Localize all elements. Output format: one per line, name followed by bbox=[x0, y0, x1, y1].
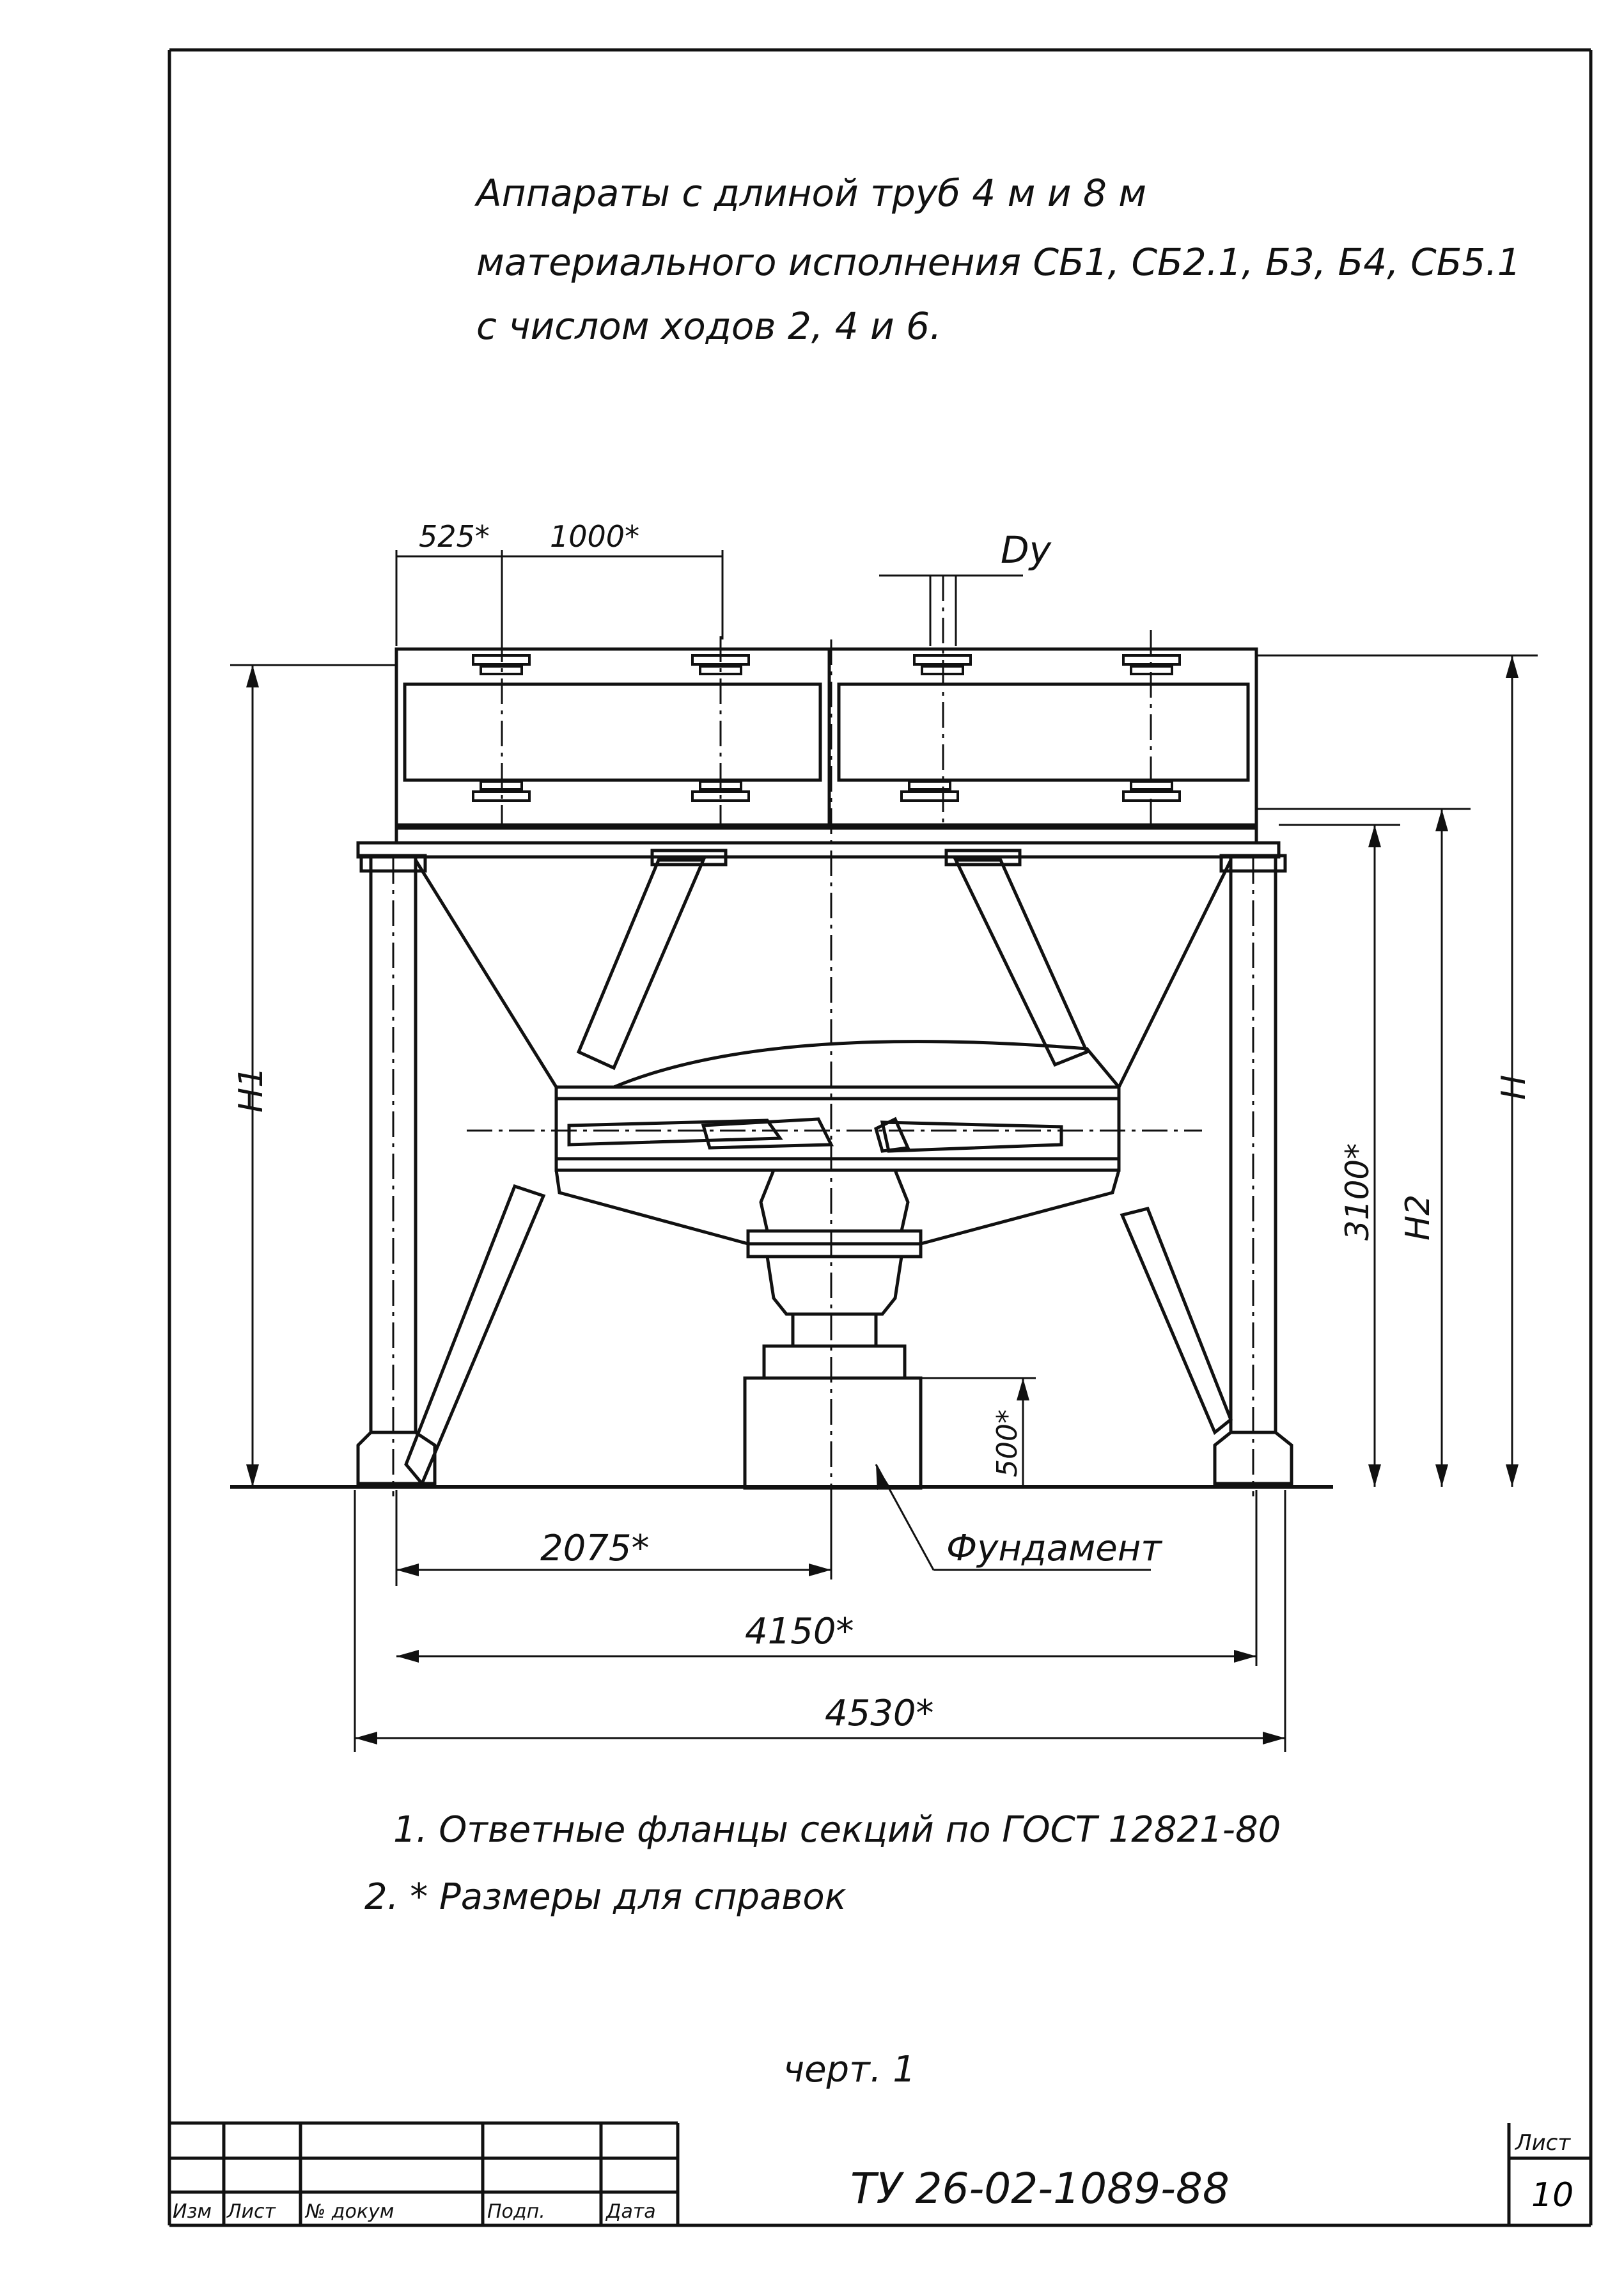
dim-2075: 2075* bbox=[540, 1528, 650, 1569]
dim-h1: H1 bbox=[232, 1066, 270, 1113]
notes bbox=[364, 1809, 1281, 1918]
tb-label-data: Дата bbox=[606, 2200, 656, 2223]
dim-dy: Dу bbox=[1001, 528, 1051, 572]
dim-3100: 3100* bbox=[1339, 1143, 1376, 1241]
title-block-labels bbox=[173, 2130, 1573, 2223]
header-line-3: с числом ходов 2, 4 и 6. bbox=[476, 304, 942, 348]
header-line-2: материального исполнения СБ1, СБ2.1, Б3, Б4, СБ5.1 bbox=[476, 240, 1521, 284]
dim-1000: 1000* bbox=[550, 519, 640, 554]
dim-h: H bbox=[1495, 1074, 1533, 1100]
sheet-label: Лист bbox=[1515, 2130, 1571, 2156]
sheet-number: 10 bbox=[1531, 2176, 1574, 2214]
dim-525: 525* bbox=[419, 519, 490, 554]
tb-label-list: Лист bbox=[227, 2200, 276, 2223]
dimension-arrows bbox=[246, 655, 1519, 1744]
center-lines bbox=[393, 576, 1253, 1560]
tb-label-podp: Подп. bbox=[487, 2200, 545, 2223]
note-2: 2. * Размеры для справок bbox=[364, 1876, 847, 1918]
dim-h2: H2 bbox=[1399, 1194, 1437, 1241]
dim-4530: 4530* bbox=[825, 1693, 934, 1734]
apparatus-drawing bbox=[230, 649, 1333, 1488]
dim-4150: 4150* bbox=[745, 1611, 854, 1652]
drawing-caption: черт. 1 bbox=[783, 2049, 916, 2090]
header-line-1: Аппараты с длиной труб 4 м и 8 м bbox=[476, 171, 1147, 215]
header-text bbox=[474, 171, 1521, 348]
document-code: ТУ 26-02-1089-88 bbox=[850, 2164, 1230, 2213]
dim-500: 500* bbox=[991, 1409, 1024, 1477]
tb-label-dokum: № докум bbox=[306, 2200, 394, 2223]
note-1: 1. Ответные фланцы секций по ГОСТ 12821-80 bbox=[393, 1809, 1281, 1851]
tb-label-izm: Изм bbox=[173, 2200, 212, 2223]
foundation-label: Фундамент bbox=[946, 1528, 1162, 1569]
